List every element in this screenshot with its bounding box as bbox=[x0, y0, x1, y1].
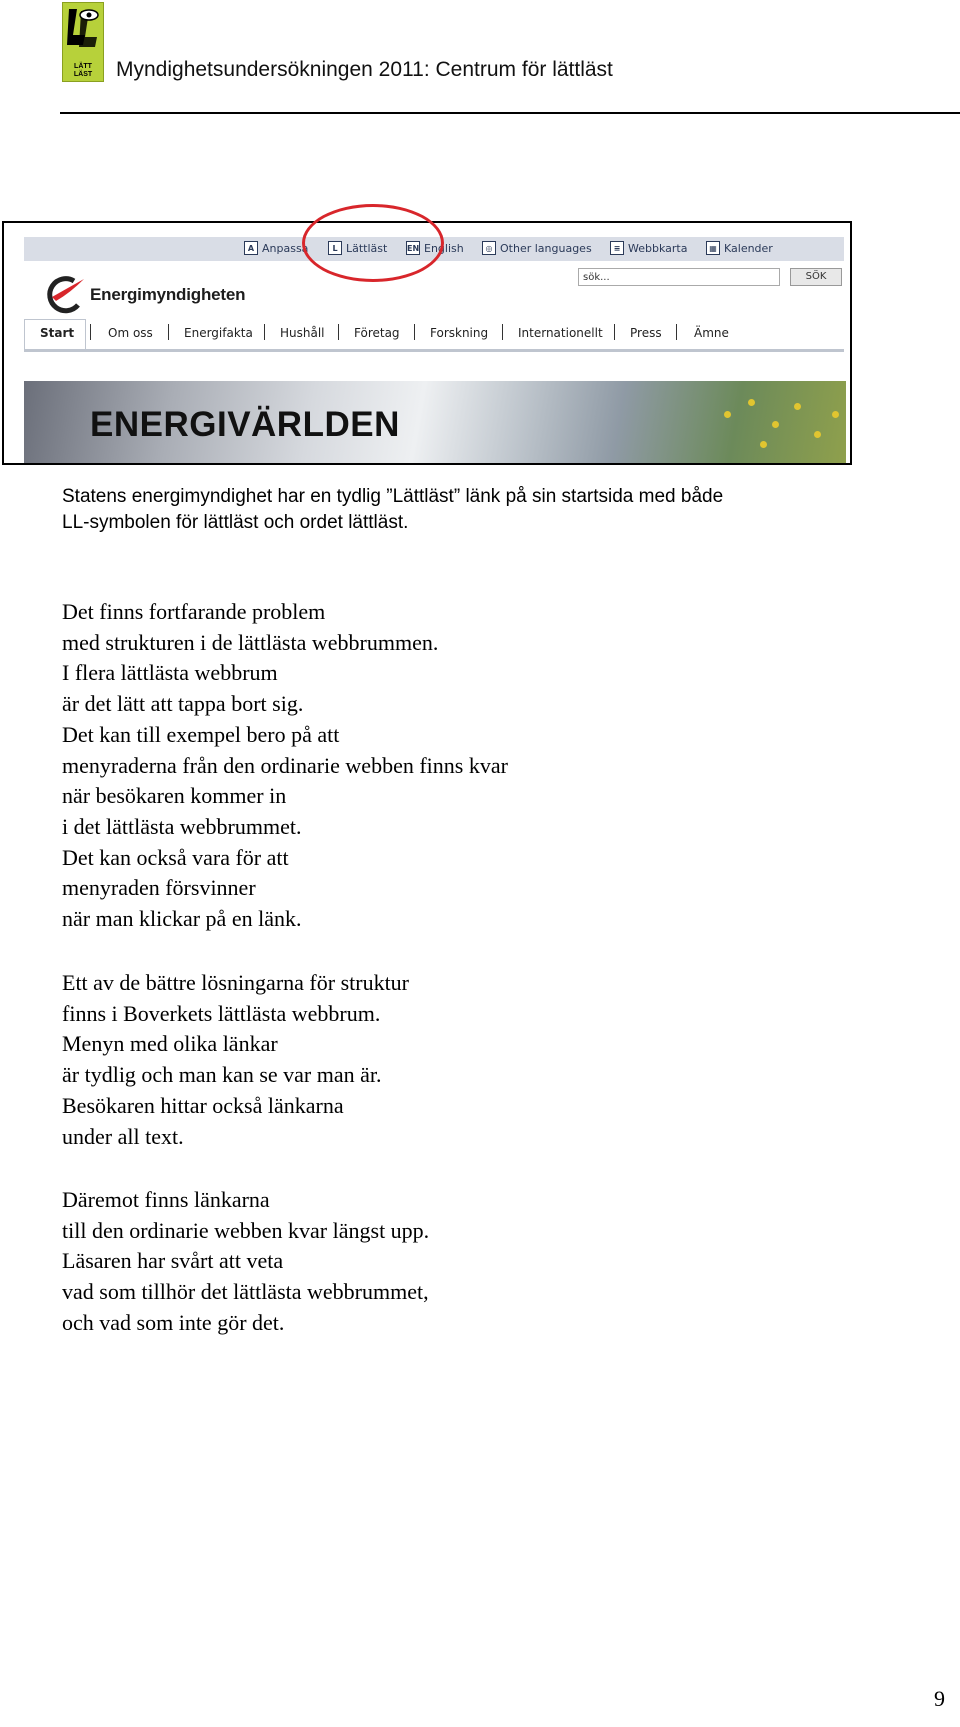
text-line: när besökaren kommer in bbox=[62, 783, 287, 809]
flower-decoration bbox=[772, 421, 779, 428]
utility-label: Webbkarta bbox=[628, 241, 688, 255]
site-brand[interactable] bbox=[44, 275, 245, 315]
utility-item-other-languages[interactable] bbox=[482, 241, 592, 255]
logo-text bbox=[65, 63, 101, 79]
nav-divider bbox=[338, 324, 339, 340]
text-line: menyraderna från den ordinarie webben finns kvar bbox=[62, 752, 508, 778]
adjust-icon: A bbox=[244, 241, 258, 255]
flower-decoration bbox=[832, 411, 839, 418]
nav-divider bbox=[90, 324, 91, 340]
nav-hushall[interactable]: Hushåll bbox=[280, 326, 325, 340]
text-line: är det lätt att tappa bort sig. bbox=[62, 691, 304, 717]
brand-name: Energimyndigheten bbox=[90, 285, 246, 304]
search-button[interactable]: SÖK bbox=[790, 268, 842, 286]
header-title: Myndighetsundersökningen 2011: Centrum för lättläst bbox=[116, 58, 613, 81]
flower-decoration bbox=[724, 411, 731, 418]
hero-banner bbox=[24, 381, 846, 463]
flower-decoration bbox=[760, 441, 767, 448]
sitemap-icon: ≡ bbox=[610, 241, 624, 255]
calendar-icon: ▦ bbox=[706, 241, 720, 255]
energimyndigheten-logo-icon bbox=[44, 275, 86, 315]
text-line: menyraden försvinner bbox=[62, 875, 256, 901]
caption-line: Statens energimyndighet har en tydlig ”Lättläst” länk på sin startsida med både bbox=[62, 486, 724, 507]
flower-decoration bbox=[748, 399, 755, 406]
text-line: när man klickar på en länk. bbox=[62, 906, 302, 932]
flower-decoration bbox=[814, 431, 821, 438]
ll-symbol-icon bbox=[63, 5, 103, 61]
paragraph-1 bbox=[62, 597, 862, 935]
text-line: Det kan till exempel bero på att bbox=[62, 721, 340, 747]
logo-text-line-1: LÄTT bbox=[74, 63, 92, 70]
text-line: i det lättlästa webbrummet. bbox=[62, 813, 302, 839]
globe-icon: ◎ bbox=[482, 241, 496, 255]
highlight-circle bbox=[302, 204, 444, 282]
lattlast-logo bbox=[62, 2, 104, 82]
utility-item-webbkarta[interactable] bbox=[610, 241, 687, 255]
utility-label: Anpassa bbox=[262, 241, 309, 255]
utility-label: Other languages bbox=[500, 241, 592, 255]
text-line: och vad som inte gör det. bbox=[62, 1309, 285, 1335]
nav-divider bbox=[414, 324, 415, 340]
utility-label: Kalender bbox=[724, 241, 773, 255]
text-line: finns i Boverkets lättlästa webbrum. bbox=[62, 1000, 381, 1026]
utility-label: Lättläst bbox=[346, 241, 388, 255]
english-icon: EN bbox=[406, 241, 420, 255]
text-line: I flera lättlästa webbrum bbox=[62, 660, 278, 686]
flower-decoration bbox=[794, 403, 801, 410]
screenshot-caption bbox=[62, 484, 882, 536]
nav-forskning[interactable]: Forskning bbox=[430, 326, 489, 340]
nav-divider bbox=[676, 324, 677, 340]
paragraph-3 bbox=[62, 1185, 862, 1339]
text-line: under all text. bbox=[62, 1123, 184, 1149]
nav-foretag[interactable]: Företag bbox=[354, 326, 400, 340]
logo-text-line-2: LÄST bbox=[73, 71, 93, 78]
utility-label: English bbox=[424, 241, 464, 255]
text-line: är tydlig och man kan se var man är. bbox=[62, 1062, 382, 1088]
text-line: Besökaren hittar också länkarna bbox=[62, 1092, 344, 1118]
nav-internationellt[interactable]: Internationellt bbox=[518, 326, 603, 340]
nav-amne[interactable]: Ämne bbox=[694, 326, 729, 340]
nav-divider bbox=[168, 324, 169, 340]
nav-press[interactable]: Press bbox=[630, 326, 662, 340]
nav-divider bbox=[264, 324, 265, 340]
utility-item-anpassa[interactable] bbox=[244, 241, 308, 255]
nav-divider bbox=[614, 324, 615, 340]
easy-read-icon: L bbox=[328, 241, 342, 255]
main-nav bbox=[24, 319, 844, 352]
text-line: till den ordinarie webben kvar längst upp. bbox=[62, 1217, 430, 1243]
nav-om-oss[interactable]: Om oss bbox=[108, 326, 153, 340]
page-number: 9 bbox=[934, 1686, 945, 1711]
utility-item-kalender[interactable] bbox=[706, 241, 773, 255]
text-line: Menyn med olika länkar bbox=[62, 1031, 278, 1057]
text-line: Läsaren har svårt att veta bbox=[62, 1248, 284, 1274]
search-input[interactable]: sök... bbox=[578, 268, 780, 286]
text-line: Det finns fortfarande problem bbox=[62, 599, 326, 624]
nav-energifakta[interactable]: Energifakta bbox=[184, 326, 253, 340]
text-line: vad som tillhör det lättlästa webbrummet, bbox=[62, 1279, 429, 1305]
text-line: Det kan också vara för att bbox=[62, 844, 289, 870]
text-line: Ett av de bättre lösningarna för struktur bbox=[62, 970, 410, 995]
text-line: med strukturen i de lättlästa webbrummen. bbox=[62, 629, 439, 655]
nav-start[interactable]: Start bbox=[40, 326, 75, 340]
text-line: Däremot finns länkarna bbox=[62, 1187, 270, 1212]
nav-divider bbox=[502, 324, 503, 340]
paragraph-2 bbox=[62, 968, 862, 1152]
header-divider bbox=[60, 112, 960, 114]
banner-title: ENERGIVÄRLDEN bbox=[90, 405, 400, 444]
caption-line: LL-symbolen för lättläst och ordet lättläst. bbox=[62, 512, 409, 533]
